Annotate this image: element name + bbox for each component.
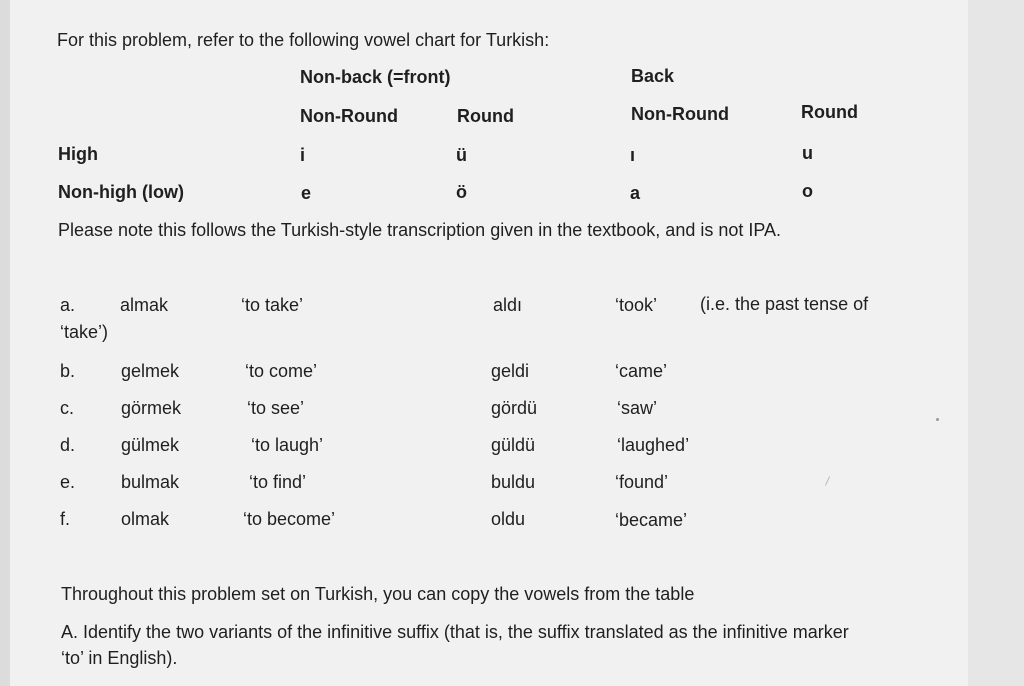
example-past: geldi [491, 361, 530, 381]
example-past-gloss: ‘came’ [615, 361, 668, 381]
example-past: güldü [491, 435, 536, 455]
example-gloss: ‘to laugh’ [251, 435, 324, 455]
chart-subheader-front-nonround: Non-Round [300, 106, 398, 126]
example-letter: b. [60, 361, 76, 381]
example-past-gloss: ‘laughed’ [617, 435, 690, 455]
example-past: oldu [491, 509, 526, 529]
example-letter: f. [60, 509, 71, 529]
example-past: aldı [493, 295, 523, 315]
chart-cell-low-front-round: ö [456, 182, 467, 202]
example-past-gloss: ‘became’ [615, 510, 688, 530]
chart-subheader-back-nonround: Non-Round [631, 104, 729, 124]
example-infinitive: olmak [121, 509, 170, 529]
chart-cell-low-front-nonround: e [301, 183, 312, 203]
chart-cell-low-back-round: o [802, 181, 813, 201]
example-letter: d. [60, 435, 76, 455]
question-a-text-continued: ‘to’ in English). [61, 648, 178, 668]
question-a-text: A. Identify the two variants of the infinitive suffix (that is, the suffix translated as the infinitive marker [61, 622, 849, 642]
chart-header-front: Non-back (=front) [300, 67, 451, 87]
example-gloss: ‘to become’ [243, 509, 336, 529]
chart-cell-high-back-nonround: ı [630, 145, 636, 165]
example-infinitive: görmek [121, 398, 182, 418]
chart-subheader-front-round: Round [457, 106, 514, 126]
example-past: gördü [491, 398, 538, 418]
example-past-gloss: ‘saw’ [617, 398, 658, 418]
chart-cell-high-front-nonround: i [300, 145, 306, 165]
example-infinitive: bulmak [121, 472, 180, 492]
chart-row-label-high: High [58, 144, 98, 164]
example-gloss: ‘to come’ [245, 361, 318, 381]
example-gloss: ‘to take’ [241, 295, 304, 315]
chart-subheader-back-round: Round [801, 102, 858, 122]
example-letter: c. [60, 398, 75, 418]
example-past-gloss: ‘took’ [615, 295, 658, 315]
chart-cell-low-back-nonround: a [630, 183, 641, 203]
example-past: buldu [491, 472, 536, 492]
transcription-note: Please note this follows the Turkish-style transcription given in the textbook, and is not IPA. [58, 220, 782, 240]
background-strip [968, 0, 1024, 686]
example-letter: a. [60, 295, 76, 315]
instructions-text: Throughout this problem set on Turkish, you can copy the vowels from the table [61, 584, 695, 604]
chart-cell-high-back-round: u [802, 143, 813, 163]
example-infinitive: gülmek [121, 435, 180, 455]
chart-cell-high-front-round: ü [456, 145, 467, 165]
example-infinitive: almak [120, 295, 169, 315]
example-past-gloss: ‘found’ [615, 472, 669, 492]
stray-mark [936, 418, 939, 421]
example-extra-note-continued: ‘take’) [60, 322, 109, 342]
example-gloss: ‘to see’ [247, 398, 305, 418]
example-letter: e. [60, 472, 76, 492]
intro-text: For this problem, refer to the following vowel chart for Turkish: [57, 30, 550, 50]
chart-header-back: Back [631, 66, 675, 86]
example-gloss: ‘to find’ [249, 472, 307, 492]
example-infinitive: gelmek [121, 361, 180, 381]
chart-row-label-nonhigh: Non-high (low) [58, 182, 184, 202]
example-extra-note: (i.e. the past tense of [700, 294, 869, 314]
